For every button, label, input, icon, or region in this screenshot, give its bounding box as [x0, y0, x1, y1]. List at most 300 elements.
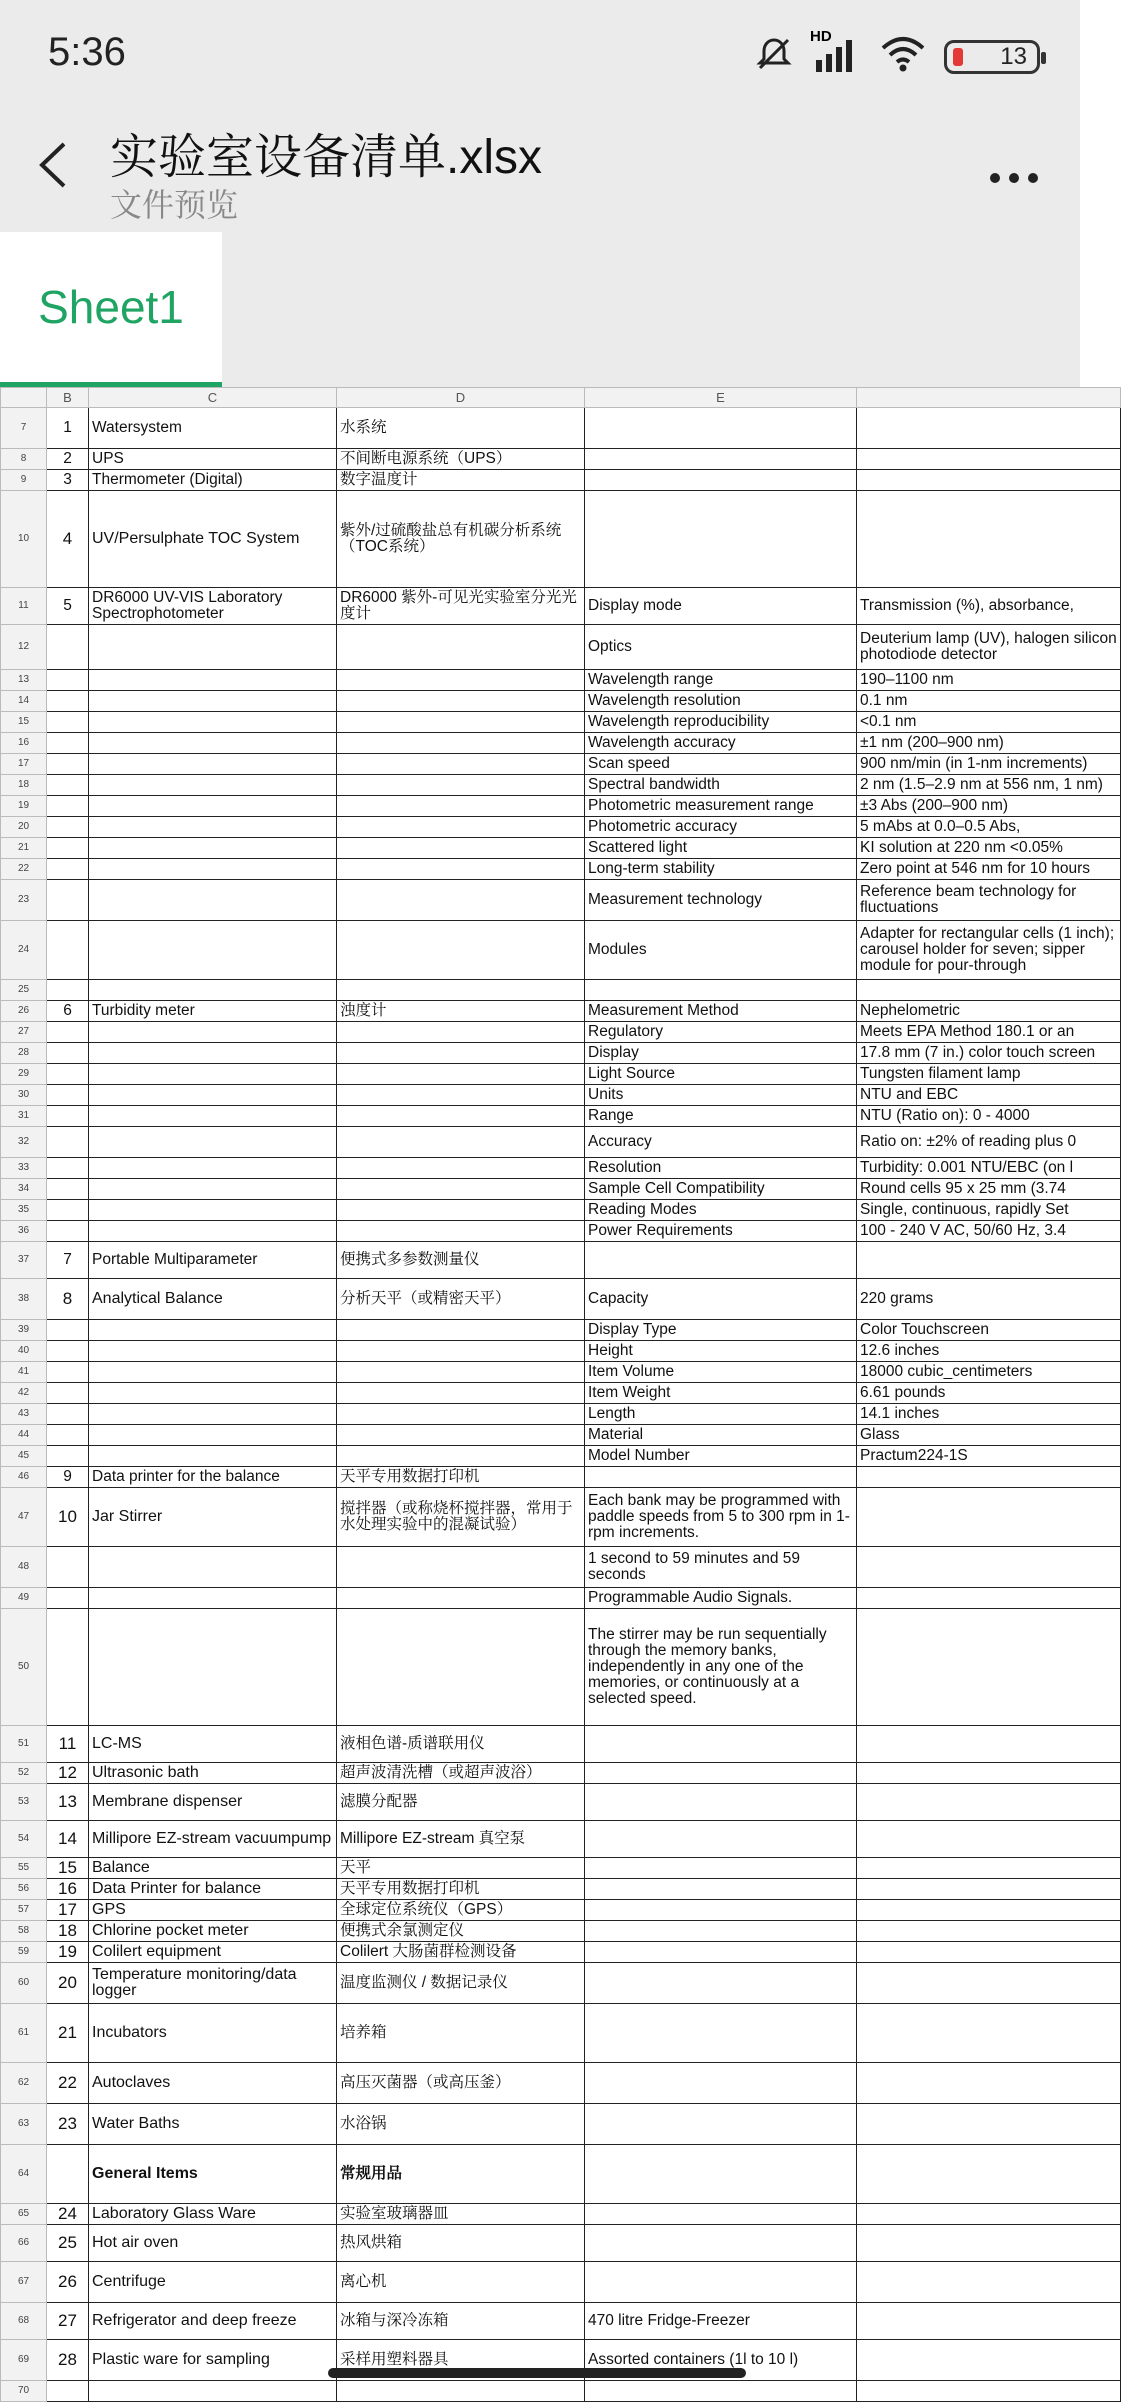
cell-item-zh[interactable] [337, 733, 585, 754]
cell-index[interactable] [47, 817, 89, 838]
cell-spec-name[interactable]: Display mode [585, 588, 857, 625]
cell-index[interactable]: 15 [47, 1858, 89, 1879]
cell-spec-name[interactable] [585, 1879, 857, 1900]
cell-index[interactable] [47, 1127, 89, 1158]
cell-index[interactable] [47, 733, 89, 754]
cell-spec-name[interactable]: Light Source [585, 1064, 857, 1085]
cell-spec-name[interactable] [585, 408, 857, 449]
cell-spec-name[interactable]: 470 litre Fridge-Freezer [585, 2303, 857, 2340]
cell-item-zh[interactable] [337, 1179, 585, 1200]
cell-index[interactable]: 21 [47, 2004, 89, 2063]
cell-spec-name[interactable]: Optics [585, 625, 857, 670]
cell-spec-value[interactable]: 12.6 inches [857, 1341, 1121, 1362]
cell-item-en[interactable] [89, 625, 337, 670]
cell-item-zh[interactable] [337, 1609, 585, 1726]
cell-item-zh[interactable] [337, 1127, 585, 1158]
cell-spec-value[interactable]: 5 mAbs at 0.0–0.5 Abs, [857, 817, 1121, 838]
cell-spec-name[interactable]: The stirrer may be run sequentially through the memory banks, independently in any one of the memories, or continuously at a selected speed. [585, 1609, 857, 1726]
cell-item-en[interactable]: Data printer for the balance [89, 1467, 337, 1488]
cell-spec-value[interactable] [857, 1242, 1121, 1279]
cell-spec-value[interactable] [857, 1588, 1121, 1609]
cell-index[interactable]: 16 [47, 1879, 89, 1900]
cell-item-en[interactable] [89, 1425, 337, 1446]
cell-spec-name[interactable]: Long-term stability [585, 859, 857, 880]
cell-item-en[interactable]: Refrigerator and deep freeze [89, 2303, 337, 2340]
cell-item-zh[interactable]: 天平专用数据打印机 [337, 1879, 585, 1900]
cell-spec-name[interactable] [585, 1963, 857, 2004]
cell-item-en[interactable] [89, 1588, 337, 1609]
cell-item-en[interactable] [89, 691, 337, 712]
cell-index[interactable]: 18 [47, 1921, 89, 1942]
cell-spec-value[interactable] [857, 1858, 1121, 1879]
cell-index[interactable] [47, 712, 89, 733]
cell-item-zh[interactable]: 培养箱 [337, 2004, 585, 2063]
cell-spec-name[interactable] [585, 980, 857, 1001]
cell-spec-name[interactable]: Height [585, 1341, 857, 1362]
cell-item-en[interactable]: LC-MS [89, 1726, 337, 1763]
cell-item-zh[interactable]: Colilert 大肠菌群检测设备 [337, 1942, 585, 1963]
cell-item-zh[interactable] [337, 1158, 585, 1179]
cell-item-zh[interactable]: 便携式多参数测量仪 [337, 1242, 585, 1279]
cell-item-en[interactable] [89, 712, 337, 733]
cell-item-en[interactable]: Watersystem [89, 408, 337, 449]
cell-item-en[interactable] [89, 1127, 337, 1158]
cell-item-en[interactable] [89, 754, 337, 775]
cell-spec-name[interactable] [585, 2225, 857, 2262]
cell-index[interactable] [47, 796, 89, 817]
cell-item-en[interactable] [89, 796, 337, 817]
cell-index[interactable] [47, 859, 89, 880]
cell-item-zh[interactable] [337, 1341, 585, 1362]
cell-index[interactable]: 17 [47, 1900, 89, 1921]
cell-item-en[interactable]: Plastic ware for sampling [89, 2340, 337, 2381]
cell-spec-name[interactable]: Photometric measurement range [585, 796, 857, 817]
cell-item-en[interactable] [89, 1043, 337, 1064]
cell-spec-value[interactable] [857, 2303, 1121, 2340]
cell-spec-name[interactable] [585, 2104, 857, 2145]
cell-item-zh[interactable] [337, 1200, 585, 1221]
cell-spec-name[interactable]: Regulatory [585, 1022, 857, 1043]
cell-item-en[interactable]: Balance [89, 1858, 337, 1879]
cell-item-zh[interactable]: 超声波清洗槽（或超声波浴） [337, 1763, 585, 1784]
cell-spec-value[interactable] [857, 2262, 1121, 2303]
cell-item-en[interactable] [89, 1446, 337, 1467]
cell-index[interactable] [47, 1425, 89, 1446]
cell-spec-value[interactable] [857, 1900, 1121, 1921]
cell-item-zh[interactable] [337, 1085, 585, 1106]
more-options-button[interactable] [988, 150, 1040, 195]
cell-index[interactable] [47, 1362, 89, 1383]
cell-index[interactable]: 9 [47, 1467, 89, 1488]
cell-spec-value[interactable] [857, 491, 1121, 588]
cell-item-zh[interactable]: 天平 [337, 1858, 585, 1879]
cell-spec-name[interactable]: Display Type [585, 1320, 857, 1341]
cell-index[interactable] [47, 775, 89, 796]
cell-spec-value[interactable] [857, 1467, 1121, 1488]
cell-item-zh[interactable] [337, 775, 585, 796]
cell-spec-name[interactable] [585, 1726, 857, 1763]
cell-spec-name[interactable] [585, 1784, 857, 1821]
cell-spec-value[interactable] [857, 2340, 1121, 2381]
cell-spec-value[interactable] [857, 1784, 1121, 1821]
cell-spec-name[interactable]: Wavelength accuracy [585, 733, 857, 754]
cell-spec-value[interactable]: 14.1 inches [857, 1404, 1121, 1425]
cell-index[interactable] [47, 1547, 89, 1588]
cell-spec-name[interactable] [585, 1242, 857, 1279]
cell-index[interactable] [47, 1022, 89, 1043]
cell-item-zh[interactable] [337, 980, 585, 1001]
cell-item-zh[interactable]: DR6000 紫外-可见光实验室分光光度计 [337, 588, 585, 625]
cell-item-zh[interactable]: 液相色谱-质谱联用仪 [337, 1726, 585, 1763]
cell-spec-value[interactable]: NTU and EBC [857, 1085, 1121, 1106]
cell-item-zh[interactable]: 便携式余氯测定仪 [337, 1921, 585, 1942]
cell-item-en[interactable] [89, 1341, 337, 1362]
cell-item-en[interactable]: Jar Stirrer [89, 1488, 337, 1547]
column-header-c[interactable]: C [89, 388, 337, 408]
cell-spec-name[interactable]: 1 second to 59 minutes and 59 seconds [585, 1547, 857, 1588]
cell-spec-name[interactable] [585, 2204, 857, 2225]
cell-item-zh[interactable]: 全球定位系统仪（GPS） [337, 1900, 585, 1921]
cell-item-en[interactable] [89, 1022, 337, 1043]
cell-spec-value[interactable]: Transmission (%), absorbance, [857, 588, 1121, 625]
cell-index[interactable] [47, 1383, 89, 1404]
cell-spec-value[interactable]: Practum224-1S [857, 1446, 1121, 1467]
cell-spec-value[interactable]: 2 nm (1.5–2.9 nm at 556 nm, 1 nm) [857, 775, 1121, 796]
cell-spec-value[interactable] [857, 1609, 1121, 1726]
cell-index[interactable]: 3 [47, 470, 89, 491]
cell-item-en[interactable] [89, 1609, 337, 1726]
cell-index[interactable] [47, 2145, 89, 2204]
cell-spec-value[interactable]: Turbidity: 0.001 NTU/EBC (on l [857, 1158, 1121, 1179]
cell-item-zh[interactable]: 离心机 [337, 2262, 585, 2303]
cell-index[interactable] [47, 691, 89, 712]
cell-spec-value[interactable] [857, 1879, 1121, 1900]
cell-item-en[interactable] [89, 733, 337, 754]
cell-index[interactable] [47, 1341, 89, 1362]
cell-item-zh[interactable]: 实验室玻璃器皿 [337, 2204, 585, 2225]
cell-index[interactable]: 20 [47, 1963, 89, 2004]
cell-spec-value[interactable]: Meets EPA Method 180.1 or an [857, 1022, 1121, 1043]
cell-index[interactable] [47, 1106, 89, 1127]
cell-item-zh[interactable]: 紫外/过硫酸盐总有机碳分析系统（TOC系统） [337, 491, 585, 588]
cell-item-zh[interactable]: 热风烘箱 [337, 2225, 585, 2262]
cell-index[interactable] [47, 1043, 89, 1064]
cell-spec-name[interactable] [585, 449, 857, 470]
cell-spec-value[interactable]: Adapter for rectangular cells (1 inch); carousel holder for seven; sipper module for pour-through [857, 921, 1121, 980]
cell-spec-name[interactable] [585, 1821, 857, 1858]
cell-spec-name[interactable]: Each bank may be programmed with paddle speeds from 5 to 300 rpm in 1-rpm increments. [585, 1488, 857, 1547]
cell-item-zh[interactable] [337, 1064, 585, 1085]
cell-spec-name[interactable]: Capacity [585, 1279, 857, 1320]
cell-item-zh[interactable] [337, 1404, 585, 1425]
cell-item-en[interactable] [89, 1085, 337, 1106]
cell-spec-value[interactable]: ±1 nm (200–900 nm) [857, 733, 1121, 754]
cell-item-en[interactable]: Portable Multiparameter [89, 1242, 337, 1279]
cell-spec-value[interactable] [857, 2225, 1121, 2262]
cell-spec-value[interactable]: Nephelometric [857, 1001, 1121, 1022]
cell-item-zh[interactable]: 采样用塑料器具 [337, 2340, 585, 2381]
cell-spec-name[interactable]: Item Volume [585, 1362, 857, 1383]
cell-index[interactable]: 6 [47, 1001, 89, 1022]
cell-item-en[interactable] [89, 1404, 337, 1425]
cell-item-zh[interactable] [337, 859, 585, 880]
cell-spec-value[interactable]: 900 nm/min (in 1-nm increments) [857, 754, 1121, 775]
cell-spec-name[interactable] [585, 1858, 857, 1879]
cell-index[interactable]: 25 [47, 2225, 89, 2262]
cell-item-zh[interactable] [337, 817, 585, 838]
cell-spec-value[interactable]: Single, continuous, rapidly Set [857, 1200, 1121, 1221]
cell-index[interactable] [47, 980, 89, 1001]
cell-spec-value[interactable] [857, 1488, 1121, 1547]
cell-index[interactable] [47, 1158, 89, 1179]
cell-index[interactable]: 24 [47, 2204, 89, 2225]
cell-item-en[interactable]: Laboratory Glass Ware [89, 2204, 337, 2225]
cell-spec-value[interactable]: Reference beam technology for fluctuations [857, 880, 1121, 921]
cell-item-en[interactable]: UV/Persulphate TOC System [89, 491, 337, 588]
cell-spec-value[interactable]: 18000 cubic_centimeters [857, 1362, 1121, 1383]
cell-index[interactable]: 8 [47, 1279, 89, 1320]
tab-sheet1[interactable]: Sheet1 [0, 232, 222, 388]
cell-item-zh[interactable]: 温度监测仪 / 数据记录仪 [337, 1963, 585, 2004]
home-indicator[interactable] [328, 2368, 746, 2378]
cell-item-en[interactable] [89, 817, 337, 838]
cell-item-en[interactable]: Incubators [89, 2004, 337, 2063]
cell-item-zh[interactable] [337, 1043, 585, 1064]
cell-item-zh[interactable] [337, 921, 585, 980]
column-header-f[interactable] [857, 388, 1121, 408]
cell-item-zh[interactable] [337, 625, 585, 670]
cell-index[interactable]: 2 [47, 449, 89, 470]
cell-index[interactable] [47, 1446, 89, 1467]
cell-spec-value[interactable] [857, 1821, 1121, 1858]
cell-index[interactable]: 26 [47, 2262, 89, 2303]
cell-spec-name[interactable]: Reading Modes [585, 1200, 857, 1221]
cell-spec-value[interactable] [857, 2004, 1121, 2063]
cell-spec-value[interactable]: 190–1100 nm [857, 670, 1121, 691]
cell-index[interactable]: 23 [47, 2104, 89, 2145]
cell-item-zh[interactable] [337, 1446, 585, 1467]
cell-index[interactable] [47, 625, 89, 670]
cell-item-zh[interactable]: 滤膜分配器 [337, 1784, 585, 1821]
cell-spec-name[interactable]: Measurement Method [585, 1001, 857, 1022]
cell-spec-name[interactable] [585, 2145, 857, 2204]
cell-spec-name[interactable]: Power Requirements [585, 1221, 857, 1242]
cell-index[interactable] [47, 921, 89, 980]
cell-spec-name[interactable] [585, 470, 857, 491]
cell-spec-name[interactable]: Item Weight [585, 1383, 857, 1404]
cell-spec-value[interactable] [857, 1942, 1121, 1963]
cell-item-en[interactable] [89, 1106, 337, 1127]
cell-item-en[interactable]: DR6000 UV-VIS Laboratory Spectrophotometer [89, 588, 337, 625]
cell-item-zh[interactable] [337, 880, 585, 921]
cell-item-en[interactable] [89, 1547, 337, 1588]
cell-item-zh[interactable]: 高压灭菌器（或高压釜） [337, 2063, 585, 2104]
cell-item-zh[interactable] [337, 754, 585, 775]
cell-item-zh[interactable]: 搅拌器（或称烧杯搅拌器，常用于水处理实验中的混凝试验） [337, 1488, 585, 1547]
cell-item-zh[interactable] [337, 1221, 585, 1242]
cell-index[interactable] [47, 880, 89, 921]
column-header-b[interactable]: B [47, 388, 89, 408]
cell-item-zh[interactable] [337, 1362, 585, 1383]
cell-index[interactable]: 27 [47, 2303, 89, 2340]
cell-spec-name[interactable]: Length [585, 1404, 857, 1425]
cell-spec-name[interactable]: Sample Cell Compatibility [585, 1179, 857, 1200]
back-button[interactable] [34, 140, 74, 190]
cell-item-zh[interactable] [337, 838, 585, 859]
cell-item-en[interactable] [89, 980, 337, 1001]
cell-spec-name[interactable]: Scan speed [585, 754, 857, 775]
cell-item-en[interactable] [89, 1179, 337, 1200]
cell-item-zh[interactable]: 天平专用数据打印机 [337, 1467, 585, 1488]
cell-spec-value[interactable] [857, 980, 1121, 1001]
cell-item-zh[interactable] [337, 1383, 585, 1404]
cell-spec-value[interactable]: Tungsten filament lamp [857, 1064, 1121, 1085]
cell-index[interactable]: 22 [47, 2063, 89, 2104]
cell-item-en[interactable] [89, 1200, 337, 1221]
cell-item-en[interactable] [89, 1320, 337, 1341]
cell-item-zh[interactable] [337, 1425, 585, 1446]
cell-spec-value[interactable] [857, 1963, 1121, 2004]
cell-spec-value[interactable]: Ratio on: ±2% of reading plus 0 [857, 1127, 1121, 1158]
cell-spec-name[interactable]: Wavelength reproducibility [585, 712, 857, 733]
cell-spec-value[interactable]: Glass [857, 1425, 1121, 1446]
cell-item-zh[interactable]: 冰箱与深冷冻箱 [337, 2303, 585, 2340]
cell-index[interactable] [47, 1588, 89, 1609]
cell-spec-value[interactable] [857, 2104, 1121, 2145]
cell-item-zh[interactable]: 数字温度计 [337, 470, 585, 491]
cell-item-en[interactable]: UPS [89, 449, 337, 470]
cell-item-zh[interactable]: 常规用品 [337, 2145, 585, 2204]
cell-item-en[interactable] [89, 859, 337, 880]
cell-item-en[interactable]: Ultrasonic bath [89, 1763, 337, 1784]
column-header-d[interactable]: D [337, 388, 585, 408]
cell-item-en[interactable]: Autoclaves [89, 2063, 337, 2104]
cell-item-zh[interactable] [337, 1022, 585, 1043]
cell-index[interactable]: 13 [47, 1784, 89, 1821]
cell-index[interactable] [47, 1064, 89, 1085]
cell-item-en[interactable] [89, 880, 337, 921]
cell-item-zh[interactable] [337, 2381, 585, 2402]
cell-item-en[interactable] [89, 1064, 337, 1085]
cell-spec-value[interactable]: 220 grams [857, 1279, 1121, 1320]
cell-item-zh[interactable] [337, 670, 585, 691]
cell-index[interactable] [47, 1179, 89, 1200]
cell-spec-value[interactable]: 0.1 nm [857, 691, 1121, 712]
cell-item-en[interactable] [89, 1383, 337, 1404]
cell-spec-value[interactable]: NTU (Ratio on): 0 - 4000 [857, 1106, 1121, 1127]
cell-index[interactable] [47, 838, 89, 859]
cell-spec-value[interactable] [857, 1763, 1121, 1784]
cell-spec-name[interactable] [585, 2262, 857, 2303]
cell-item-en[interactable] [89, 1158, 337, 1179]
cell-item-zh[interactable]: 水浴锅 [337, 2104, 585, 2145]
cell-spec-value[interactable] [857, 2204, 1121, 2225]
cell-index[interactable] [47, 1200, 89, 1221]
cell-item-en[interactable]: Membrane dispenser [89, 1784, 337, 1821]
cell-spec-name[interactable] [585, 491, 857, 588]
cell-item-zh[interactable]: 水系统 [337, 408, 585, 449]
cell-index[interactable]: 28 [47, 2340, 89, 2381]
cell-spec-value[interactable] [857, 2381, 1121, 2402]
cell-item-en[interactable]: Data Printer for balance [89, 1879, 337, 1900]
cell-item-zh[interactable]: 分析天平（或精密天平） [337, 1279, 585, 1320]
cell-item-en[interactable]: Water Baths [89, 2104, 337, 2145]
cell-item-zh[interactable] [337, 796, 585, 817]
cell-spec-name[interactable]: Spectral bandwidth [585, 775, 857, 796]
cell-spec-value[interactable] [857, 408, 1121, 449]
cell-item-en[interactable] [89, 2381, 337, 2402]
cell-spec-name[interactable] [585, 1942, 857, 1963]
cell-index[interactable] [47, 754, 89, 775]
cell-item-zh[interactable] [337, 1320, 585, 1341]
cell-spec-value[interactable] [857, 1921, 1121, 1942]
cell-item-en[interactable]: Chlorine pocket meter [89, 1921, 337, 1942]
cell-item-en[interactable] [89, 670, 337, 691]
cell-spec-name[interactable]: Units [585, 1085, 857, 1106]
cell-index[interactable]: 14 [47, 1821, 89, 1858]
cell-spec-name[interactable] [585, 1900, 857, 1921]
cell-index[interactable] [47, 1404, 89, 1425]
cell-item-zh[interactable]: 不间断电源系统（UPS） [337, 449, 585, 470]
cell-spec-value[interactable]: ±3 Abs (200–900 nm) [857, 796, 1121, 817]
cell-item-en[interactable]: Colilert equipment [89, 1942, 337, 1963]
cell-spec-name[interactable]: Measurement technology [585, 880, 857, 921]
cell-item-zh[interactable] [337, 712, 585, 733]
cell-item-en[interactable]: GPS [89, 1900, 337, 1921]
cell-spec-name[interactable]: Display [585, 1043, 857, 1064]
cell-spec-name[interactable]: Scattered light [585, 838, 857, 859]
cell-spec-name[interactable] [585, 2381, 857, 2402]
cell-item-en[interactable]: Turbidity meter [89, 1001, 337, 1022]
cell-spec-name[interactable]: Material [585, 1425, 857, 1446]
cell-index[interactable]: 10 [47, 1488, 89, 1547]
cell-index[interactable]: 1 [47, 408, 89, 449]
spreadsheet-grid[interactable] [0, 387, 1117, 2396]
cell-index[interactable]: 7 [47, 1242, 89, 1279]
cell-item-en[interactable] [89, 775, 337, 796]
cell-item-en[interactable] [89, 838, 337, 859]
cell-spec-value[interactable]: 100 - 240 V AC, 50/60 Hz, 3.4 [857, 1221, 1121, 1242]
cell-spec-name[interactable]: Modules [585, 921, 857, 980]
cell-item-en[interactable]: General Items [89, 2145, 337, 2204]
cell-item-zh[interactable] [337, 691, 585, 712]
cell-spec-value[interactable] [857, 2063, 1121, 2104]
cell-spec-name[interactable]: Model Number [585, 1446, 857, 1467]
cell-spec-name[interactable]: Wavelength range [585, 670, 857, 691]
cell-index[interactable] [47, 2381, 89, 2402]
cell-spec-name[interactable]: Photometric accuracy [585, 817, 857, 838]
cell-spec-name[interactable]: Resolution [585, 1158, 857, 1179]
cell-spec-name[interactable]: Assorted containers (1l to 10 l) [585, 2340, 857, 2381]
cell-spec-name[interactable] [585, 2063, 857, 2104]
cell-item-en[interactable]: Hot air oven [89, 2225, 337, 2262]
cell-spec-name[interactable]: Accuracy [585, 1127, 857, 1158]
cell-spec-value[interactable]: Zero point at 546 nm for 10 hours [857, 859, 1121, 880]
cell-spec-value[interactable]: 17.8 mm (7 in.) color touch screen [857, 1043, 1121, 1064]
cell-spec-value[interactable]: <0.1 nm [857, 712, 1121, 733]
cell-index[interactable]: 11 [47, 1726, 89, 1763]
cell-spec-name[interactable] [585, 1763, 857, 1784]
column-header-e[interactable]: E [585, 388, 857, 408]
cell-spec-name[interactable]: Range [585, 1106, 857, 1127]
cell-item-zh[interactable] [337, 1547, 585, 1588]
cell-item-zh[interactable]: Millipore EZ-stream 真空泵 [337, 1821, 585, 1858]
cell-spec-value[interactable]: Deuterium lamp (UV), halogen silicon photodiode detector [857, 625, 1121, 670]
cell-spec-name[interactable]: Wavelength resolution [585, 691, 857, 712]
cell-index[interactable]: 4 [47, 491, 89, 588]
cell-item-zh[interactable] [337, 1588, 585, 1609]
cell-index[interactable] [47, 1085, 89, 1106]
